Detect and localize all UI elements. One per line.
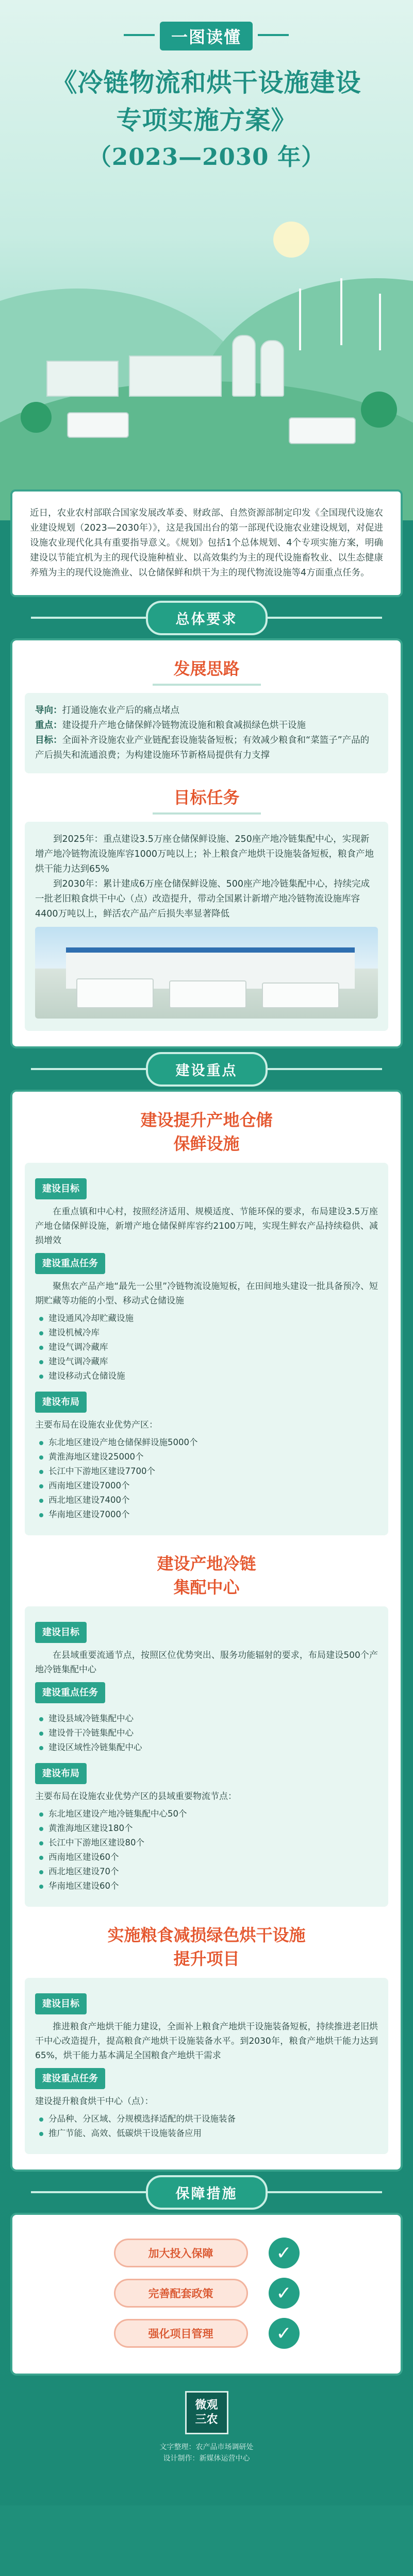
task-2025: 到2025年：重点建设3.5万座仓储保鲜设施、250座产地冷链集配中心，实现新增产地冷链物流设施库容1000万吨以上；补上粮食产地烘干设施装备短板，粮食产地烘干能力达到65% [35, 834, 374, 874]
list-item: 西南地区建设7000个 [37, 1479, 378, 1493]
section-overall-panel [10, 638, 403, 1048]
part2-task-list [37, 1711, 378, 1755]
hero-title-line2: 专项实施方案》 [116, 105, 297, 135]
section-header-overall [10, 597, 403, 638]
intro-card: 近日，农业农村部联合国家发展改革委、财政部、自然资源部制定印发《全国现代设施农业建设规划（2023—2030年）》，这是我国出台的第一部现代设施农业建设规划，对促进设施农业现代化具有重要指导意义。《规划》包括1个总体规划、4个专项实施方案，明确建设以节能宜机为主的现代设施种植业、以高效集约为主的现代设施畜牧业、以生态健康养殖为主的现代设施渔业、以仓储保鲜和烘干为主的现代物流设施等4方面重点任务。 [10, 489, 403, 597]
subheading-underline [153, 684, 261, 686]
part1-heading [25, 1108, 388, 1156]
brand-logo [185, 2391, 228, 2434]
list-item: 建设骨干冷链集配中心 [37, 1726, 378, 1740]
truck-illustration [67, 412, 129, 438]
list-item: 东北地区建设产地冷链集配中心50个 [37, 1807, 378, 1821]
list-item: 西北地区建设7400个 [37, 1493, 378, 1507]
part1-heading-line2: 保鲜设施 [173, 1134, 240, 1154]
truck-shape [169, 980, 246, 1008]
list-item: 推广节能、高效、低碳烘干设施装备应用 [37, 2126, 378, 2141]
task-2030: 到2030年：累计建成6万座仓储保鲜设施、500座产地冷链集配中心，持续完成一批老旧粮食烘干中心（点）改造提升，带动全国累计新增产地冷链物流设施库容4400万吨以上，鲜活农产品产后损失率显著降低 [35, 879, 370, 919]
logo-text-line2: 三农 [195, 2413, 218, 2426]
focus-text: 建设提升产地仓储保鲜冷链物流设施和粮食减损绿色烘干设施 [62, 720, 306, 731]
hero-badge: 一图读懂 [160, 22, 253, 50]
tree-illustration [361, 392, 397, 428]
spacer [25, 1535, 388, 1549]
section-title: 总体要求 [146, 601, 268, 635]
part1-box [25, 1163, 388, 1535]
section-key-panel [10, 1090, 403, 2172]
warehouse-illustration [46, 361, 119, 397]
check-icon: ✓ [269, 2278, 300, 2309]
check-icon: ✓ [269, 2238, 300, 2268]
part1-goal: 在重点镇和中心村，按照经济适用、规模适度、节能环保的要求，布局建设3.5万座产地仓储保鲜设施，新增产地仓储保鲜库容约2100万吨，实现生鲜农产品持续稳供、减损增效 [35, 1207, 378, 1246]
list-item: 西北地区建设70个 [37, 1865, 378, 1879]
part3-task-intro: 建设提升粮食烘干中心（点）： [35, 2096, 154, 2107]
hero-banner [0, 0, 413, 520]
list-item: 华南地区建设7000个 [37, 1507, 378, 1522]
part1-region-list [37, 1435, 378, 1522]
list-item: 建设气调冷藏库 [37, 1354, 378, 1369]
truck-illustration [289, 417, 356, 444]
subheading-underline [153, 812, 261, 815]
subheading-text: 发展思路 [173, 659, 240, 679]
tag-tasks: 建设重点任务 [35, 1682, 105, 1703]
section-title: 保障措施 [146, 2175, 268, 2210]
tasks-box [25, 822, 388, 1031]
part1-task-intro: 聚焦农产品产地“最先一公里”冷链物流设施短板，在田间地头建设一批具备预冷、短期贮藏等功能的小型、移动式仓储设施 [35, 1281, 378, 1306]
truck-shape [76, 978, 154, 1008]
tag-layout: 建设布局 [35, 1763, 87, 1784]
logo-text-line1: 微观 [195, 2399, 218, 2412]
part2-region-list [37, 1807, 378, 1893]
safeguard-row [25, 2238, 388, 2268]
part2-layout-intro: 主要布局在设施农业优势产区的县域重要物流节点： [35, 1791, 237, 1802]
goal-label: 目标： [35, 735, 62, 745]
list-item: 西南地区建设60个 [37, 1850, 378, 1865]
tree-illustration [21, 402, 52, 433]
part2-heading-line1: 建设产地冷链 [157, 1554, 256, 1573]
guide-text: 打通设施农业产后的痛点堵点 [62, 705, 179, 716]
list-item: 建设气调冷藏库 [37, 1340, 378, 1354]
section-title: 建设重点 [146, 1052, 268, 1087]
part2-goal: 在县域重要流通节点，按照区位优势突出、服务功能辐射的要求，布局建设500个产地冷链集配中心 [35, 1650, 378, 1675]
part3-box [25, 1978, 388, 2154]
safeguard-label: 加大投入保障 [114, 2239, 248, 2267]
subheading-ideas [25, 657, 388, 686]
spacer [25, 1907, 388, 1920]
content-area [0, 489, 413, 2505]
list-item: 黄淮海地区建设180个 [37, 1821, 378, 1836]
subheading-text: 目标任务 [173, 788, 240, 807]
silo-illustration [232, 335, 256, 397]
truck-shape [262, 982, 339, 1008]
footer [10, 2376, 403, 2485]
safeguard-row [25, 2318, 388, 2349]
warehouse-illustration [129, 355, 222, 397]
part3-goal: 推进粮食产地烘干能力建设，全面补上粮食产地烘干设施装备短板，持续推进老旧烘干中心改造提升，提高粮食产地烘干设施装备水平。到2030年，粮食产地烘干能力达到65%，烘干能力基本满足全国粮食产地烘干需求 [35, 2022, 378, 2061]
focus-label: 重点： [35, 720, 62, 731]
sun-illustration [273, 222, 309, 258]
tag-goal: 建设目标 [35, 1993, 87, 2014]
part2-heading [25, 1552, 388, 1599]
credit-text: 文字整理：农产品市场调研处 [159, 2443, 254, 2451]
guide-line [35, 703, 378, 718]
goal-text: 全面补齐设施农业产业链配套设施装备短板；有效减少粮食和“菜篮子”产品的产后损失和流通浪费；为构建设施环节新格局提供有力支撑 [35, 735, 370, 760]
tag-layout: 建设布局 [35, 1392, 87, 1413]
tag-tasks: 建设重点任务 [35, 1253, 105, 1274]
section-header-key [10, 1048, 403, 1090]
list-item: 建设移动式仓储设施 [37, 1369, 378, 1383]
warehouse-photo [35, 927, 378, 1019]
guide-label: 导向： [35, 705, 62, 716]
wind-turbine-illustration [379, 294, 381, 350]
list-item: 建设机械冷库 [37, 1326, 378, 1340]
part1-heading-line1: 建设提升产地仓储 [140, 1110, 273, 1130]
wind-turbine-illustration [299, 289, 301, 350]
part3-heading [25, 1923, 388, 1971]
list-item: 分品种、分区域、分规模选择适配的烘干设施装备 [37, 2112, 378, 2126]
safeguard-label: 完善配套政策 [114, 2279, 248, 2308]
part1-layout-intro: 主要布局在设施农业优势产区： [35, 1420, 158, 1430]
tag-goal: 建设目标 [35, 1622, 87, 1643]
list-item: 建设区域性冷链集配中心 [37, 1740, 378, 1755]
section-safeguard-panel [10, 2213, 403, 2376]
list-item: 长江中下游地区建设7700个 [37, 1464, 378, 1479]
part1-task-list [37, 1311, 378, 1383]
check-icon: ✓ [269, 2318, 300, 2349]
subheading-tasks [25, 786, 388, 815]
part3-heading-line2: 提升项目 [173, 1949, 240, 1969]
list-item: 建设通风冷却贮藏设施 [37, 1311, 378, 1326]
part2-heading-line2: 集配中心 [173, 1578, 240, 1597]
focus-line [35, 718, 378, 733]
wind-turbine-illustration [340, 278, 342, 345]
section-header-safeguard [10, 2172, 403, 2213]
hero-title-line1: 《冷链物流和烘干设施建设 [52, 67, 361, 97]
safeguard-row [25, 2278, 388, 2309]
safeguard-label: 强化项目管理 [114, 2319, 248, 2348]
ideas-box [25, 693, 388, 773]
list-item: 黄淮海地区建设25000个 [37, 1450, 378, 1464]
tag-tasks: 建设重点任务 [35, 2068, 105, 2089]
hero-title-line3: （2023—2030 年） [88, 143, 325, 171]
list-item: 华南地区建设60个 [37, 1879, 378, 1893]
credit-design: 设计制作：新媒体运营中心 [163, 2454, 250, 2463]
tag-goal: 建设目标 [35, 1178, 87, 1199]
list-item: 长江中下游地区建设80个 [37, 1836, 378, 1850]
part3-heading-line1: 实施粮食减损绿色烘干设施 [107, 1925, 306, 1945]
part3-task-list [37, 2112, 378, 2141]
list-item: 东北地区建设产地仓储保鲜设施5000个 [37, 1435, 378, 1450]
goal-line [35, 733, 378, 763]
part2-box [25, 1606, 388, 1907]
list-item: 建设县域冷链集配中心 [37, 1711, 378, 1726]
silo-illustration [260, 340, 284, 397]
